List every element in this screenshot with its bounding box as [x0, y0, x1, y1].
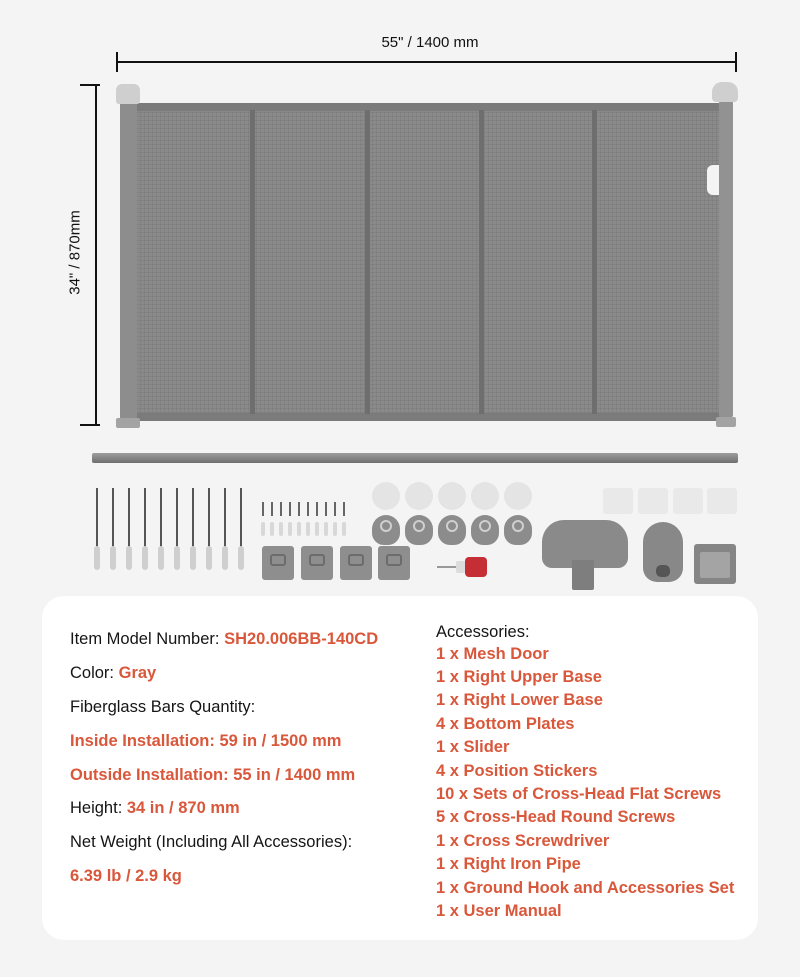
small-screw-icon — [316, 502, 318, 516]
wall-anchor-icon — [174, 546, 180, 570]
accessory-item: 1 x Right Lower Base — [436, 691, 603, 710]
right-post — [719, 100, 733, 418]
spec-model-label: Item Model Number: — [70, 629, 220, 648]
accessory-item: 10 x Sets of Cross-Head Flat Screws — [436, 785, 722, 804]
ground-hook-icon — [405, 515, 433, 545]
specs-list — [70, 622, 420, 893]
small-anchor-icon — [279, 522, 283, 536]
spec-height-label: Height: — [70, 799, 123, 818]
height-dimension-tick-top — [80, 84, 100, 86]
spec-inside — [70, 724, 420, 758]
spec-color-value: Gray — [118, 663, 157, 682]
wall-anchor-icon — [142, 546, 148, 570]
position-sticker-icon — [707, 488, 737, 514]
position-sticker-round-icon — [471, 482, 499, 510]
position-sticker-round-icon — [405, 482, 433, 510]
accessory-item: 1 x Right Iron Pipe — [436, 855, 581, 874]
position-sticker-round-icon — [372, 482, 400, 510]
bottom-plate-icon — [378, 546, 410, 580]
spec-bars — [70, 690, 420, 724]
small-anchor-icon — [297, 522, 301, 536]
mesh-bottom-rail — [136, 413, 720, 421]
position-sticker-round-icon — [504, 482, 532, 510]
screw-icon — [192, 488, 194, 548]
screw-icon — [112, 488, 114, 548]
screw-icon — [160, 488, 162, 548]
small-screw-icon — [298, 502, 300, 516]
mesh-top-rail — [136, 103, 720, 111]
ground-hook-ring — [512, 520, 524, 532]
screw-icon — [96, 488, 98, 548]
fiberglass-bar — [250, 110, 255, 414]
mesh-panel — [136, 103, 720, 421]
left-post-foot — [116, 418, 140, 428]
spec-color — [70, 656, 420, 690]
small-anchor-icon — [306, 522, 310, 536]
position-sticker-round-icon — [438, 482, 466, 510]
right-post-cap — [712, 82, 738, 102]
accessory-item: 1 x User Manual — [436, 901, 562, 920]
accessory-item: 1 x Right Upper Base — [436, 668, 602, 687]
wall-anchor-icon — [94, 546, 100, 570]
wall-anchor-icon — [190, 546, 196, 570]
accessory-item: 1 x Mesh Door — [436, 644, 549, 663]
bottom-plate-icon — [301, 546, 333, 580]
bottom-plate-slot — [386, 554, 402, 566]
ground-hook-ring — [479, 520, 491, 532]
small-screw-icon — [307, 502, 309, 516]
position-sticker-icon — [673, 488, 703, 514]
right-lower-base-hole — [656, 565, 670, 577]
ground-hook-ring — [380, 520, 392, 532]
screwdriver-blade-icon — [437, 566, 457, 568]
screwdriver-handle-icon — [465, 557, 487, 577]
bottom-plate-slot — [348, 554, 364, 566]
accessory-item: 5 x Cross-Head Round Screws — [436, 808, 676, 827]
width-dimension-label: 55" / 1400 mm — [381, 34, 479, 51]
ground-hook-ring — [446, 520, 458, 532]
bottom-plate-slot — [270, 554, 286, 566]
position-sticker-icon — [603, 488, 633, 514]
accessory-item: 1 x Cross Screwdriver — [436, 831, 610, 850]
small-screw-icon — [280, 502, 282, 516]
small-anchor-icon — [261, 522, 265, 536]
height-dimension-tick-bottom — [80, 424, 100, 426]
accessory-item: 4 x Position Stickers — [436, 761, 598, 780]
slider-leg-icon — [572, 560, 594, 590]
spec-weight-value: 6.39 lb / 2.9 kg — [70, 867, 182, 886]
bottom-plate-icon — [262, 546, 294, 580]
wall-anchor-icon — [238, 546, 244, 570]
spec-outside-value: 55 in / 1400 mm — [233, 765, 356, 784]
ground-hook-icon — [504, 515, 532, 545]
spec-model — [70, 622, 420, 656]
accessories-title: Accessories: — [436, 623, 530, 641]
spec-outside — [70, 758, 420, 792]
spec-height-value: 34 in / 870 mm — [126, 799, 240, 818]
ground-hook-icon — [372, 515, 400, 545]
width-dimension-line — [117, 61, 736, 63]
fiberglass-bar — [365, 110, 370, 414]
spec-weight-label: Net Weight (Including All Accessories): — [70, 833, 353, 852]
wall-anchor-icon — [126, 546, 132, 570]
accessory-item: 1 x Ground Hook and Accessories Set — [436, 878, 735, 897]
accessory-item: 4 x Bottom Plates — [436, 714, 575, 733]
position-sticker-icon — [638, 488, 668, 514]
small-anchor-icon — [324, 522, 328, 536]
long-screws-group — [92, 488, 247, 578]
spec-color-label: Color: — [70, 663, 115, 682]
small-screw-icon — [289, 502, 291, 516]
small-screw-icon — [271, 502, 273, 516]
spec-weight-value-row — [70, 859, 420, 893]
small-screws-group — [262, 502, 352, 542]
small-screw-icon — [334, 502, 336, 516]
iron-pipe-image — [92, 453, 738, 463]
screw-icon — [224, 488, 226, 548]
wall-anchor-icon — [110, 546, 116, 570]
spec-height — [70, 791, 420, 825]
fiberglass-bar — [592, 110, 597, 414]
left-post-cap — [116, 84, 140, 104]
height-dimension-line — [95, 85, 97, 425]
wall-anchor-icon — [206, 546, 212, 570]
right-upper-base-inner — [700, 552, 730, 578]
height-dimension-label: 34" / 870mm — [66, 210, 84, 295]
ground-hook-icon — [471, 515, 499, 545]
spec-outside-label: Outside Installation: — [70, 765, 229, 784]
bottom-plate-slot — [309, 554, 325, 566]
accessories-list — [436, 622, 756, 923]
wall-anchor-icon — [222, 546, 228, 570]
screw-icon — [144, 488, 146, 548]
spec-inside-value: 59 in / 1500 mm — [219, 731, 342, 750]
small-screw-icon — [262, 502, 264, 516]
accessory-item: 1 x Slider — [436, 738, 510, 757]
fiberglass-bar — [479, 110, 484, 414]
spec-inside-label: Inside Installation: — [70, 731, 215, 750]
bottom-plate-icon — [340, 546, 372, 580]
spec-bars-label: Fiberglass Bars Quantity: — [70, 697, 256, 716]
screw-icon — [208, 488, 210, 548]
small-screw-icon — [325, 502, 327, 516]
small-anchor-icon — [315, 522, 319, 536]
left-post — [120, 100, 137, 420]
screw-icon — [128, 488, 130, 548]
right-post-foot — [716, 417, 736, 427]
small-screw-icon — [343, 502, 345, 516]
gate-handle-cutout — [707, 165, 719, 195]
screw-icon — [176, 488, 178, 548]
width-dimension-tick-right — [735, 52, 737, 72]
wall-anchor-icon — [158, 546, 164, 570]
spec-weight — [70, 825, 420, 859]
ground-hook-ring — [413, 520, 425, 532]
width-dimension-tick-left — [116, 52, 118, 72]
screw-icon — [240, 488, 242, 548]
small-anchor-icon — [342, 522, 346, 536]
spec-model-value: SH20.006BB-140CD — [224, 629, 379, 648]
small-anchor-icon — [333, 522, 337, 536]
small-anchor-icon — [270, 522, 274, 536]
ground-hook-icon — [438, 515, 466, 545]
small-anchor-icon — [288, 522, 292, 536]
